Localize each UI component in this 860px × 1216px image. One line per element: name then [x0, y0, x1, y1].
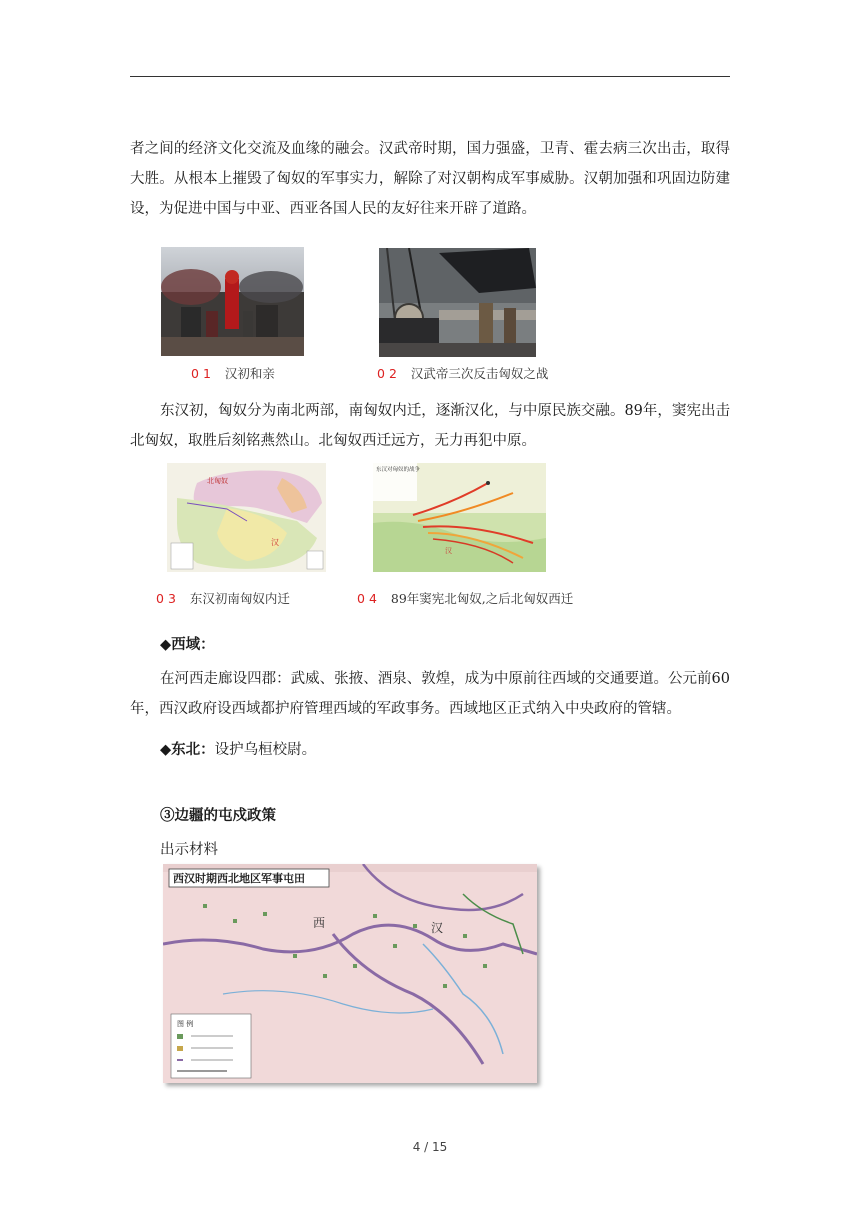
big-map-title: 西汉时期西北地区军事屯田 [173, 872, 305, 885]
section3-title: ③边疆的屯戍政策 [160, 807, 276, 824]
diamond-bullet-icon: ◆ [160, 636, 172, 653]
paragraph-eastern-han: 东汉初，匈奴分为南北两部，南匈奴内迁，逐渐汉化，与中原民族交融。89年，窦宪出击北匈奴，取胜后刻铭燕然山。北匈奴西迁远方，无力再犯中原。 [130, 403, 730, 449]
figure-04-number: 04 [357, 591, 381, 606]
header-rule [130, 76, 730, 77]
page-number: 4 / 15 [412, 1140, 448, 1154]
xiyu-heading-text: 西域： [171, 636, 215, 653]
figure-02-text: 汉武帝三次反击匈奴之战 [410, 366, 549, 381]
figure-01-number: 01 [191, 366, 215, 381]
figure-03-number: 03 [156, 591, 180, 606]
figure-01-text: 汉初和亲 [224, 366, 275, 381]
battle-scene-image [379, 248, 536, 357]
big-map-xi-label: 西 [313, 916, 326, 930]
paragraph-xiongnu-wars: 者之间的经济文化交流及血缘的融会。汉武帝时期，国力强盛，卫青、霍去病三次出击，取得大胜。从根本上摧毁了匈奴的军事实力，解除了对汉朝构成军事威胁。汉朝加强和巩固边防建设，为促进中国与中亚、西亚各国人民的友好往来开辟了道路。 [130, 141, 730, 217]
figure-03-text: 东汉初南匈奴内迁 [189, 591, 290, 606]
figure-04-caption [357, 589, 573, 607]
heqin-painting-image [161, 247, 304, 356]
dongbei-heading [160, 738, 316, 759]
big-map-han-label: 汉 [431, 921, 444, 935]
material-label: 出示材料 [160, 842, 218, 858]
southern-xiongnu-map [167, 463, 326, 572]
big-map-legend-title: 图 例 [177, 1020, 194, 1028]
dongbei-text: 设护乌桓校尉。 [214, 742, 317, 758]
dou-xian-campaign-map [373, 463, 546, 572]
map4-han-label: 汉 [445, 547, 452, 555]
figure-02-number: 02 [377, 366, 401, 381]
map3-han-label: 汉 [271, 538, 279, 547]
diamond-bullet-icon: ◆ [160, 741, 172, 758]
figure-03-caption [156, 589, 290, 607]
dongbei-heading-text: 东北： [171, 741, 215, 758]
western-han-tuntian-map [163, 864, 537, 1083]
figure-04-text: 89年窦宪北匈奴,之后北匈奴西迁 [390, 591, 574, 606]
figure-01-caption [191, 364, 275, 382]
figure-02-caption [377, 364, 548, 382]
xiyu-heading [160, 633, 215, 654]
paragraph-xiyu: 在河西走廊设四郡：武威、张掖、酒泉、敦煌，成为中原前往西域的交通要道。公元前60年，西汉政府设西域都护府管理西域的军政事务。西域地区正式纳入中央政府的管辖。 [130, 671, 730, 717]
map3-xiongnu-label: 北匈奴 [207, 477, 228, 485]
map4-title: 东汉对匈奴的战争 [376, 467, 421, 473]
